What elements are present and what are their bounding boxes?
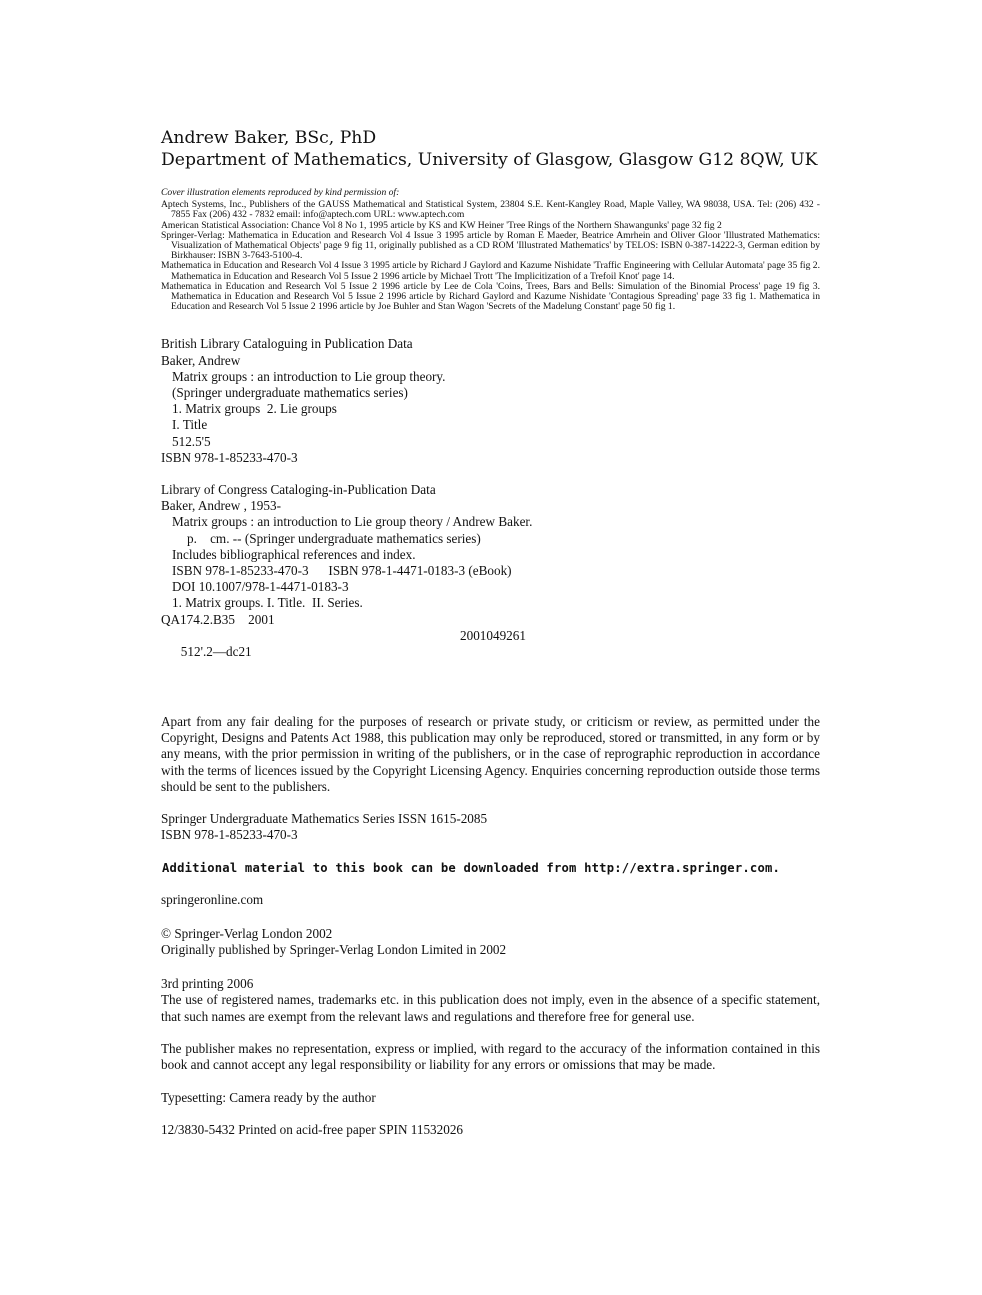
cover-credit-entry: Springer-Verlag: Mathematica in Education and Research Vol 4 Issue 3 1995 article by Roman E Maeder, Beatrice Amrhein and Oliver Gloor 'Illustrated Mathematics: Visualization of Mathematical Objects' page 9 fig 11, originally published as a CD ROM 'Illustrated Mathematics' by TELOS: ISBN 0-387-14222-3, German edition by Birkhauser: ISBN 3-7643-5100-4. [161,229,820,262]
additional-material-notice: Additional material to this book can be downloaded from http://extra.springer.com. [162,860,781,875]
bl-series: (Springer undergraduate mathematics series) [172,385,408,401]
lc-notes: Includes bibliographical references and index. [172,546,416,562]
lc-isbn-row [161,563,820,579]
typesetting: Typesetting: Camera ready by the author [161,1089,376,1105]
british-library-cip [161,336,820,466]
cover-credit-entry: American Statistical Association: Chance Vol 8 No 1, 1995 article by KS and KW Heiner 'Tree Rings of the Northern Shawangunks' page 32 fig 2 [161,219,722,231]
author-block [161,127,820,171]
series-issn: Springer Undergraduate Mathematics Series ISSN 1615-2085 [161,811,488,827]
lc-isbn-print: ISBN 978-1-85233-470-3 [172,563,309,579]
cover-credits [161,188,820,312]
lc-subjects: 1. Matrix groups. I. Title. II. Series. [172,595,363,611]
cover-credits-heading: Cover illustration elements reproduced by kind permission of: [161,187,400,198]
lc-doi: DOI 10.1007/978-1-4471-0183-3 [172,579,349,595]
lc-isbn-ebook: ISBN 978-1-4471-0183-3 (eBook) [328,563,512,579]
lc-control-number: 2001049261 [460,627,526,643]
website: springeronline.com [161,891,264,907]
lc-dewey-row [161,628,820,693]
bl-title: Matrix groups : an introduction to Lie group theory. [172,368,446,384]
copyright-block [161,926,820,958]
print-info: 12/3830-5432 Printed on acid-free paper SPIN 11532026 [161,1121,464,1137]
bl-class-number: 512.5'5 [172,433,211,449]
lc-title: Matrix groups : an introduction to Lie group theory / Andrew Baker. [172,514,533,530]
copyright-page [161,127,820,1138]
liability-notice: The publisher makes no representation, express or implied, with regard to the accuracy of the information contained in this book and cannot accept any legal responsibility or liability for any errors or omissions that may be made. [161,1041,820,1073]
library-of-congress-cip [161,482,820,693]
cover-credit-entry: Mathematica in Education and Research Vol 5 Issue 2 1996 article by Lee de Cola 'Coins, Trees, Bars and Bells: Simulation of the Binomial Process' page 19 fig 3. Mathematica in Education and Research Vol 5 Issue 2 1996 article by Richard Gaylord and Kazume Nishidate 'Contagious Spreading' page 33 fig 1. Mathematica in Education and Research Vol 5 Issue 2 1996 article by Joe Buhler and Stan Wagon 'Secrets of the Madelung Constant' page 50 fig 1. [161,280,820,313]
series-isbn: ISBN 978-1-85233-470-3 [161,827,298,843]
lc-author: Baker, Andrew , 1953- [161,498,281,514]
trademark-notice: The use of registered names, trademarks etc. in this publication does not imply, even in the absence of a specific statement, that such names are exempt from the relevant laws and regulations and therefore free for general use. [161,992,820,1024]
author-affiliation: Department of Mathematics, University of Glasgow, Glasgow G12 8QW, UK [161,150,818,170]
lc-dewey: 512'.2—dc21 [180,644,252,660]
bl-author: Baker, Andrew [161,352,241,368]
originally-published: Originally published by Springer-Verlag London Limited in 2002 [161,942,507,957]
bl-subjects: 1. Matrix groups 2. Lie groups [172,401,337,417]
series-info [161,811,820,843]
cover-credit-entry: Mathematica in Education and Research Vol 4 Issue 3 1995 article by Richard J Gaylord and Kazume Nishidate 'Traffic Engineering with Cellular Automata' page 35 fig 2. Mathematica in Education and Research Vol 5 Issue 2 1996 article by Michael Trott 'The Implicitization of a Trefoil Knot' page 14. [161,260,820,282]
author-name: Andrew Baker, BSc, PhD [161,128,377,148]
copyright-notice: Apart from any fair dealing for the purposes of research or private study, or criticism or review, as permitted under the Copyright, Designs and Patents Act 1988, this publication may only be reproduced, stored or transmitted, in any form or by any means, with the prior permission in writing of the publishers, or in the case of reprographic reproduction in accordance with the terms of licences issued by the Copyright Licensing Agency. Enquiries concerning reproduction outside those terms should be sent to the publishers. [161,713,820,794]
lc-heading: Library of Congress Cataloging-in-Publication Data [161,482,436,498]
bl-title-entry: I. Title [172,417,208,433]
lc-physical: p. cm. -- (Springer undergraduate mathematics series) [187,530,481,546]
bl-heading: British Library Cataloguing in Publication Data [161,336,413,352]
bl-isbn: ISBN 978-1-85233-470-3 [161,449,298,465]
printing: 3rd printing 2006 [161,976,254,992]
copyright-line: © Springer-Verlag London 2002 [161,925,333,941]
lc-call-number: QA174.2.B35 2001 [161,611,275,627]
cover-credit-entry: Aptech Systems, Inc., Publishers of the GAUSS Mathematical and Statistical System, 23804 S.E. Kent-Kangley Road, Maple Valley, WA 98038, USA. Tel: (206) 432 - 7855 Fax (206) 432 - 7832 email: info@aptech.com URL: www.aptech.com [161,199,820,221]
